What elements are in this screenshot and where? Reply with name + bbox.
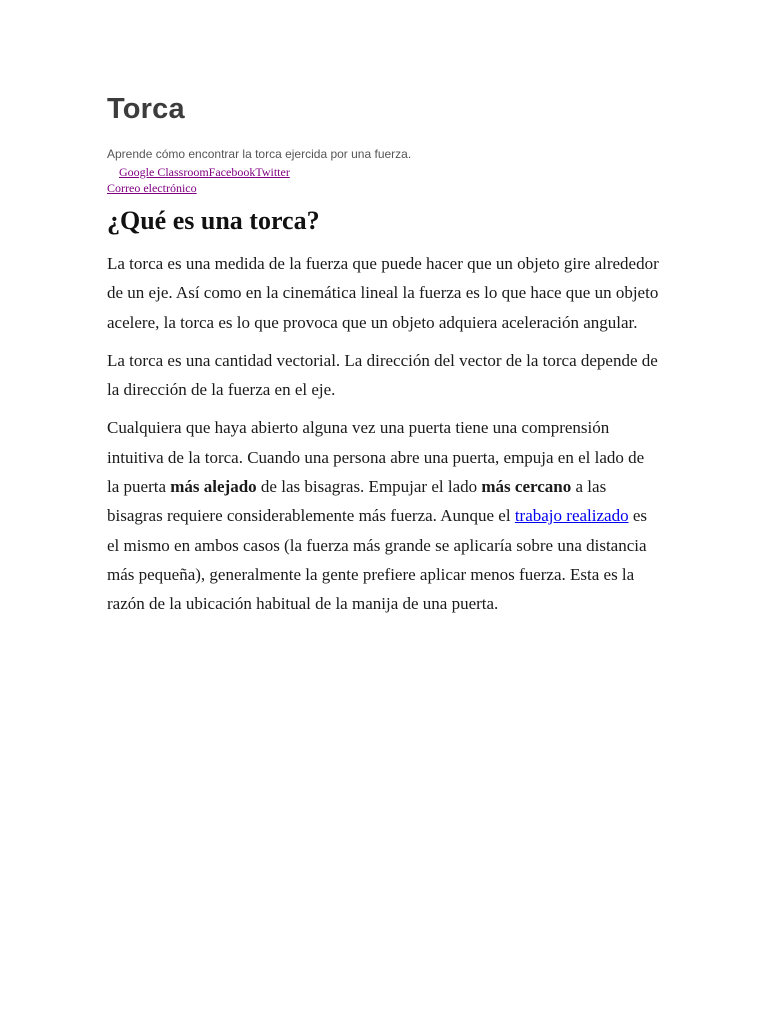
share-email-link[interactable]: Correo electrónico — [107, 181, 197, 195]
paragraph-definition: La torca es una medida de la fuerza que puede hacer que un objeto gire alrededor de un eje. Así como en la cinemática lineal la fuerza es lo que hace que un objeto acelere, la torca es lo que provoca que un objeto adquiera aceleración angular. — [107, 254, 659, 332]
paragraph-vector: La torca es una cantidad vectorial. La dirección del vector de la torca depende de la dirección de la fuerza en el eje. — [107, 350, 658, 400]
page-subtitle: Aprende cómo encontrar la torca ejercida por una fuerza. — [107, 147, 412, 161]
page-title: Torca — [107, 93, 185, 125]
bold-text-near: más cercano — [481, 477, 572, 497]
text-span: de las bisagras. Empujar el lado — [256, 477, 482, 497]
text-span: Cualquiera que haya abierto alguna vez una puerta tiene una comprensión intuitiva de la torca. Cuando una persona abre una puerta, empuja en el lado de la puerta — [107, 418, 645, 497]
share-facebook-link[interactable]: Facebook — [208, 165, 256, 179]
share-row — [107, 180, 659, 196]
share-row — [107, 164, 659, 180]
article — [107, 92, 659, 619]
share-links — [107, 164, 659, 196]
work-done-link[interactable]: trabajo realizado — [514, 506, 629, 526]
share-google-classroom-link[interactable]: Google Classroom — [119, 165, 209, 179]
bold-text-far: más alejado — [170, 477, 257, 497]
text-span: a las bisagras requiere considerablemente más fuerza. Aunque el — [107, 477, 607, 526]
paragraph-door-example — [107, 413, 659, 618]
text-span: es el mismo en ambos casos (la fuerza más grande se aplicaría sobre una distancia más pequeña), generalmente la gente prefiere aplicar menos fuerza. Esta es la razón de la ubicación habitual de la manija de una puerta. — [107, 506, 647, 614]
share-twitter-link[interactable]: Twitter — [255, 165, 290, 179]
section-heading: ¿Qué es una torca? — [107, 206, 320, 235]
